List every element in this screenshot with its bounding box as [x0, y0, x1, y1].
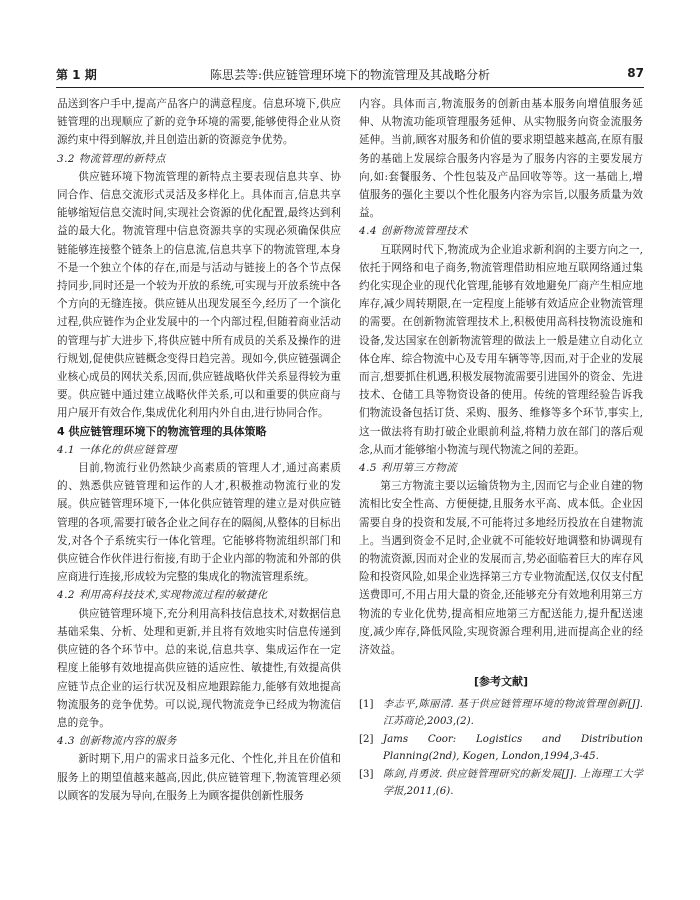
subsection-heading: 4.3 创新物流内容的服务 — [57, 735, 177, 748]
body-paragraph: 目前,物流行业仍然缺少高素质的管理人才,通过高素质的、熟悉供应链管理和运作的人才,积极推动物流行业的发展。供应链管理环境下,一体化供应链管理的建立是对供应链管理的各项,需要打破各企业之间存在的隔阂,从整体的目标出发,对各个子系统实行一体化管理。它能够将物流组织部门和供应链合作伙伴进行衔接,有助于企业内部的物流和外部的供应商进行连接,形成较为完整的集成化的物流管理系统。 — [57, 462, 341, 584]
subsection-heading: 4.2 利用高科技技术,实现物流过程的敏捷化 — [57, 589, 268, 602]
body-paragraph: 互联网时代下,物流成为企业追求新利润的主要方向之一,依托于网络和电子商务,物流管理借助相应地互联网络通过集约化实现企业的现代化管理,能够有效地避免厂商产生相应地库存,减少周转期限,在一定程度上能够有效适应企业物流管理的需要。在创新物流管理技术上,积极使用高科技物流设施和设备,发达国家在创新物流管理的做法上一般是建立自动化立体仓库、综合物流中心及专用车辆等等,因而,对于企业的发展而言,想要抓住机遇,积极发展物流需要引进国外的资金、先进技术、仓储工具等物资设备的使用。传统的管理经验告诉我们物流设备包括订货、采购、服务、维修等多个环节,事实上,这一做法将有助打破企业眼前利益,将精力放在部门的落后观念,从而才能够缩小物流与现代物流之间的差距。 — [359, 243, 643, 456]
section-heading: 4 供应链管理环境下的物流管理的具体策略 — [57, 424, 267, 438]
reference-item — [359, 766, 643, 801]
references-title: [参考文献] — [473, 675, 529, 689]
reference-text: 陈剑,肖勇波. 供应链管理研究的新发展[J]. 上海理工大学学报,2011,(6). — [383, 768, 643, 797]
reference-number: [2] — [359, 733, 374, 745]
left-column — [57, 95, 341, 805]
reference-number: [3] — [359, 768, 374, 780]
running-title: 陈思芸等:供应链管理环境下的物流管理及其战略分析 — [209, 68, 491, 82]
right-column-body — [359, 95, 643, 659]
reference-number: [1] — [359, 698, 374, 710]
body-paragraph: 品送到客户手中,提高产品客户的满意程度。信息环境下,供应链管理的出现顺应了新的竞争环境的需要,能够使得企业从资源约束中得到解放,并且创造出新的资源竞争优势。 — [57, 98, 341, 147]
reference-item — [359, 731, 643, 766]
subsection-heading: 4.4 创新物流管理技术 — [359, 225, 468, 238]
reference-item — [359, 696, 643, 731]
subsection-heading: 4.1 一体化的供应链管理 — [57, 443, 177, 456]
header-rule — [56, 87, 644, 88]
running-header — [56, 62, 644, 84]
references-list — [359, 696, 643, 801]
body-paragraph: 新时期下,用户的需求日益多元化、个性化,并且在价值和服务上的期望值越来越高,因此,供应链管理下,物流管理必须以顾客的发展为导向,在服务上为顾客提供创新性服务 — [57, 753, 341, 802]
reference-text: 李志平,陈丽清. 基于供应链管理环境的物流管理创新[J]. 江苏商论,2003,(2). — [383, 698, 643, 727]
issue-number: 第 1 期 — [56, 68, 97, 82]
body-paragraph: 供应链管理环境下,充分利用高科技信息技术,对数据信息基础采集、分析、处理和更新,并且将有效地实时信息传递到供应链的各个环节中。总的来说,信息共享、集成运作在一定程度上能够有效地提高供应链的适应性、敏捷性,有效提高供应链节点企业的运行状况及相应地跟踪能力,能够有效地提高物流服务的竞争优势。可以说,现代物流竞争已经成为物流信息的竞争。 — [57, 607, 341, 729]
page-number: 87 — [627, 66, 644, 80]
body-paragraph: 供应链环境下物流管理的新特点主要表现信息共享、协同合作、信息交流形式灵活及多样化上。具体而言,信息共享能够缩短信息交流时间,实现社会资源的优化配置,最终达到利益的最大化。物流管理中信息资源共享的实现必须确保供应链能够连接整个链条上的信息流,信息共享下的物流管理,本身不是一个独立个体的存在,而是与活动与链接上的各个节点保持同步,同时还是一个较为开放的系统,可实现与开放系统中各个方向的无缝连接。供应链从出现发展至今,经历了一个演化过程,供应链作为企业发展中的一个内部过程,但随着商业活动的管理与扩大进步下,将供应链中所有成员的关系及操作的进行规划,促使供应链概念变得日趋完善。现如今,供应链强调企业核心成员的网状关系,因而,供应链战略伙伴关系显得较为重要。供应链中通过建立战略伙伴关系,可以和重要的供应商与用户展开有效合作,集成优化利用内外自由,进行协同合作。 — [57, 170, 341, 420]
body-paragraph: 内容。具体而言,物流服务的创新由基本服务向增值服务延伸、从物流功能项管理服务延伸、从实物服务向资金流服务延伸。当前,顾客对服务和价值的要求期望越来越高,在原有服务的基础上发展综合服务内容是为了服务内容的主要发展方向,如:套餐服务、个性包装及产品回收等等。这一基础上,增值服务的强化主要以个性化服务内容为宗旨,以服务质量为效益。 — [359, 98, 643, 220]
subsection-heading: 3.2 物流管理的新特点 — [57, 152, 166, 165]
subsection-heading: 4.5 利用第三方物流 — [359, 462, 458, 475]
right-column — [359, 95, 643, 801]
body-paragraph: 第三方物流主要以运输货物为主,因而它与企业自建的物流相比安全性高、方便便捷,且服务水平高、成本低。企业因需要自身的投资和发展,不可能将过多地经历投放在自建物流上。当遇到资金不足时,企业就不可能较好地调整和协调现有的物流资源,因而对企业的发展而言,势必面临着巨大的库存风险和投资风险,如果企业选择第三方专业物流配送,仅仅支付配送费即可,不用占用大量的资金,还能够充分有效地利用第三方物流的专业化优势,提高相应地第三方配送能力,提升配送速度,减少库存,降低风险,实现资源合理利用,进而提高企业的经济效益。 — [359, 480, 643, 657]
reference-text: Jams Coor: Logistics and Distribution Planning(2nd), Kogen, London,1994,3-45. — [383, 733, 643, 762]
